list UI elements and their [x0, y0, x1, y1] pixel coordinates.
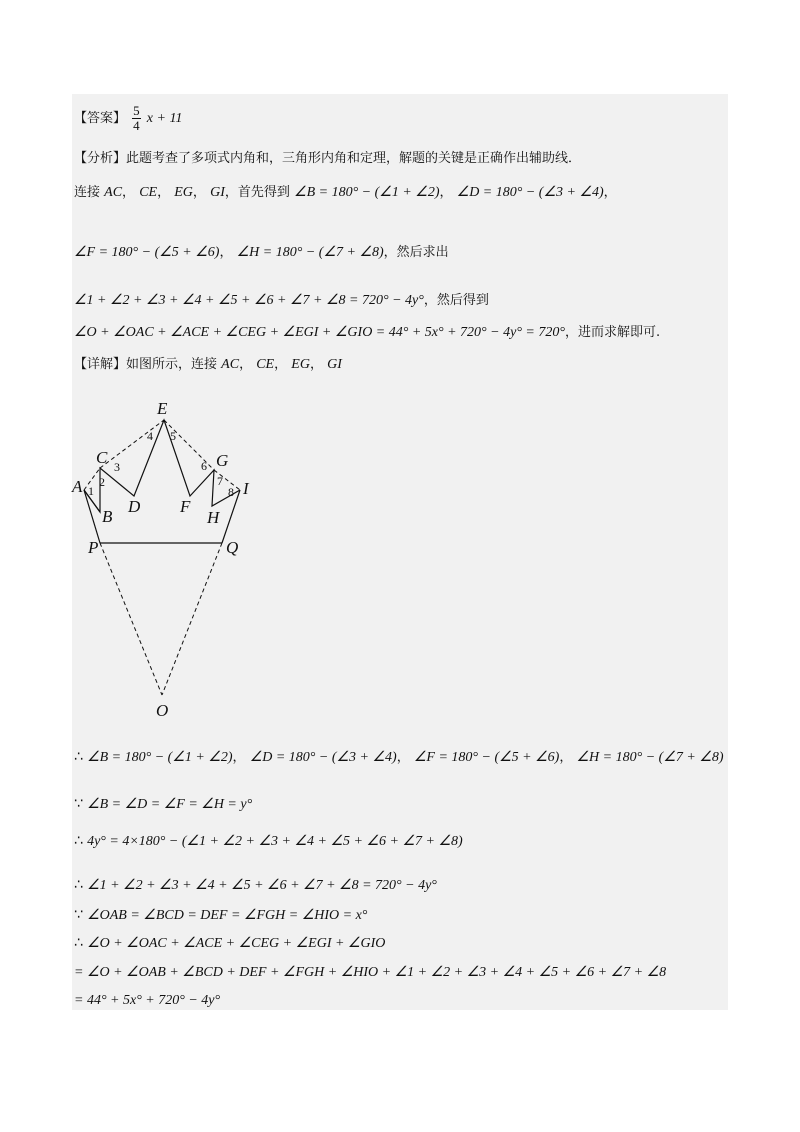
- fraction-numerator: 5: [133, 103, 140, 118]
- solution-line-7: [74, 964, 666, 982]
- comma: ，: [219, 245, 233, 260]
- angle-label-6: 6: [201, 459, 207, 473]
- comma: ，: [192, 185, 206, 200]
- segment-gi: GI: [327, 357, 342, 372]
- because-symbol: ∵: [74, 796, 83, 812]
- segment-gi: GI: [210, 185, 225, 200]
- equation-angle-d: ∠D = 180° − (∠3 + ∠4): [456, 185, 604, 200]
- therefore-symbol: ∴: [74, 833, 83, 849]
- solution-equation-result: = 44° + 5x° + 720° − 4y°: [74, 993, 221, 1008]
- segment-ce: CE: [256, 357, 275, 372]
- angle-label-3: 3: [114, 460, 120, 474]
- geometry-figure: [60, 395, 280, 725]
- analysis-line-2: [74, 184, 617, 202]
- angle-label-2: 2: [99, 475, 105, 489]
- point-label-e: E: [157, 399, 168, 418]
- equation-polygon-total: ∠O + ∠OAC + ∠ACE + ∠CEG + ∠EGI + ∠GIO = 44° + 5x° + 720° − 4y° = 720°: [74, 325, 565, 340]
- point-label-b: B: [102, 507, 113, 526]
- angle-label-1: 1: [88, 484, 94, 498]
- solution-line-4: [74, 876, 437, 895]
- angle-label-5: 5: [170, 429, 176, 443]
- analysis-line-3: [74, 244, 449, 262]
- equation-angle-sum: ∠1 + ∠2 + ∠3 + ∠4 + ∠5 + ∠6 + ∠7 + ∠8 = 720° − 4y°: [74, 293, 424, 308]
- solution-equation-x-angles: ∠OAB = ∠BCD = DEF = ∠FGH = ∠HIO = x°: [87, 908, 368, 923]
- solution-equation-b: ∠B = 180° − (∠1 + ∠2): [87, 750, 233, 765]
- fraction-denominator: 4: [133, 118, 140, 133]
- solve-text: ，进而求解即可.: [564, 325, 661, 340]
- comma: ，: [603, 185, 617, 200]
- comma: ，: [122, 185, 136, 200]
- answer-line: [74, 104, 182, 133]
- segment-ac: AC: [104, 185, 123, 200]
- solution-equation-polygon-angles: ∠O + ∠OAC + ∠ACE + ∠CEG + ∠EGI + ∠GIO: [87, 936, 386, 951]
- point-label-p: P: [88, 538, 99, 557]
- equation-angle-f: ∠F = 180° − (∠5 + ∠6): [74, 245, 220, 260]
- dashed-po: [100, 543, 162, 695]
- solution-line-5: [74, 906, 367, 925]
- comma: ，: [239, 357, 253, 372]
- therefore-symbol: ∴: [74, 935, 83, 951]
- angle-label-8: 8: [228, 485, 234, 499]
- comma: ，: [309, 357, 323, 372]
- solution-equation-4y: 4y° = 4×180° − (∠1 + ∠2 + ∠3 + ∠4 + ∠5 + ∠6 + ∠7 + ∠8): [87, 834, 463, 849]
- comma: ，: [274, 357, 288, 372]
- segment-ac: AC: [221, 357, 240, 372]
- solution-equation-expanded: = ∠O + ∠OAB + ∠BCD + DEF + ∠FGH + ∠HIO + ∠1 + ∠2 + ∠3 + ∠4 + ∠5 + ∠6 + ∠7 + ∠8: [74, 965, 667, 980]
- analysis-line-4: [74, 292, 489, 310]
- solution-line-6: [74, 934, 385, 953]
- detail-tag: 【详解】: [74, 357, 127, 372]
- point-label-g: G: [216, 451, 229, 470]
- then-get-text: ，然后得到: [423, 293, 489, 308]
- solution-line-8: [74, 992, 220, 1010]
- segment-eg: EG: [174, 185, 193, 200]
- point-label-d: D: [128, 497, 141, 516]
- solution-line-3: [74, 832, 463, 851]
- solution-line-1: [74, 748, 724, 767]
- dashed-qo: [162, 543, 222, 695]
- detail-text: 如图所示，连接: [126, 357, 218, 372]
- solution-equation-angle-sum: ∠1 + ∠2 + ∠3 + ∠4 + ∠5 + ∠6 + ∠7 + ∠8 = 720° − 4y°: [87, 878, 437, 893]
- equation-angle-b: ∠B = 180° − (∠1 + ∠2): [294, 185, 440, 200]
- segment-eg: EG: [291, 357, 310, 372]
- comma: ，: [559, 750, 573, 765]
- point-label-i: I: [243, 479, 249, 498]
- point-label-f: F: [180, 497, 191, 516]
- point-label-q: Q: [226, 538, 239, 557]
- solution-equation-f: ∠F = 180° − (∠5 + ∠6): [413, 750, 560, 765]
- answer-tag: 【答案】: [74, 111, 127, 126]
- angle-label-4: 4: [147, 429, 153, 443]
- solution-line-2: [74, 795, 252, 814]
- point-label-h: H: [207, 508, 220, 527]
- comma: ，: [439, 185, 453, 200]
- therefore-symbol: ∴: [74, 877, 83, 893]
- answer-expression: x + 11: [146, 111, 183, 126]
- analysis-line-1: [74, 150, 581, 168]
- comma: ，: [396, 750, 410, 765]
- segment-ce: CE: [139, 185, 158, 200]
- analysis-tag: 【分析】: [74, 151, 127, 166]
- point-label-c: C: [96, 448, 108, 467]
- solution-equation-h: ∠H = 180° − (∠7 + ∠8): [576, 750, 724, 765]
- angle-label-7: 7: [217, 474, 223, 488]
- connect-text: 连接: [74, 185, 101, 200]
- first-get-text: ，首先得到: [224, 185, 290, 200]
- therefore-symbol: ∴: [74, 749, 83, 765]
- analysis-text: 此题考查了多项式内角和，三角形内角和定理，解题的关键是正确作出辅助线．: [126, 151, 582, 166]
- equation-angle-h: ∠H = 180° − (∠7 + ∠8): [236, 245, 384, 260]
- answer-fraction: [132, 104, 141, 133]
- solution-equation-equal-angles: ∠B = ∠D = ∠F = ∠H = y°: [87, 797, 253, 812]
- comma: ，: [232, 750, 246, 765]
- then-find-text: ，然后求出: [383, 245, 449, 260]
- analysis-line-5: [74, 324, 660, 342]
- solution-equation-d: ∠D = 180° − (∠3 + ∠4): [249, 750, 397, 765]
- detail-line: [74, 356, 342, 374]
- because-symbol: ∵: [74, 907, 83, 923]
- point-label-a: A: [72, 477, 83, 496]
- comma: ，: [157, 185, 171, 200]
- point-label-o: O: [156, 701, 169, 720]
